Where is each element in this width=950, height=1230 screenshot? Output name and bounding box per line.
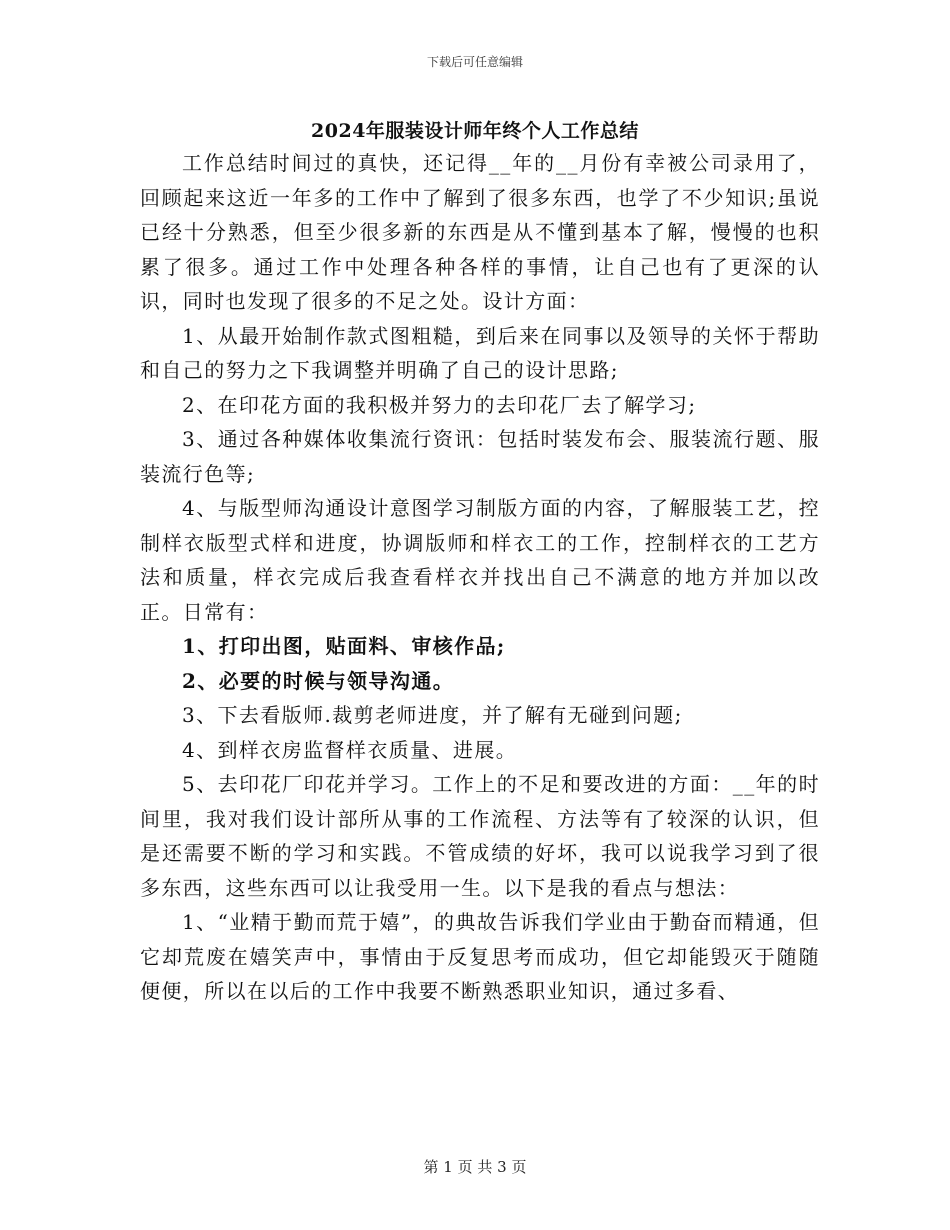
paragraph-intro: 工作总结时间过的真快，还记得__年的__月份有幸被公司录用了，回顾起来这近一年多的工作中了解到了很多东西，也学了不少知识;虽说已经十分熟悉，但至少很多新的东西是从不懂到基本了解，慢慢的也积累了很多。通过工作中处理各种各样的事情，让自己也有了更深的认识，同时也发现了很多的不足之处。设计方面： [140, 151, 820, 313]
paragraph-design-4: 4、与版型师沟通设计意图学习制版方面的内容，了解服装工艺，控制样衣版型式样和进度，协调版师和样衣工的工作，控制样衣的工艺方法和质量，样衣完成后我查看样衣并找出自己不满意的地方并加以改正。日常有： [140, 496, 820, 624]
document-title: 2024年服装设计师年终个人工作总结 [311, 120, 639, 142]
document-body [140, 146, 820, 1009]
paragraph-thought-1: 1、“业精于勤而荒于嬉”，的典故告诉我们学业由于勤奋而精通，但它却荒废在嬉笑声中，事情由于反复思考而成功，但它却能毁灭于随随便便，所以在以后的工作中我要不断熟悉职业知识，通过多看、 [140, 910, 820, 1003]
page-header-note: 下载后可任意编辑 [426, 55, 523, 69]
paragraph-design-3: 3、通过各种媒体收集流行资讯：包括时装发布会、服装流行题、服装流行色等; [140, 427, 820, 486]
paragraph-daily-1: 1、打印出图，贴面料、审核作品; [182, 634, 506, 658]
paragraph-daily-5: 5、去印花厂印花并学习。工作上的不足和要改进的方面：__年的时间里，我对我们设计部所从事的工作流程、方法等有了较深的认识，但是还需要不断的学习和实践。不管成绩的好坏，我可以说我学习到了很多东西，这些东西可以让我受用一生。以下是我的看点与想法： [140, 772, 820, 900]
paragraph-daily-3: 3、下去看版师.裁剪老师进度，并了解有无碰到问题; [182, 703, 683, 727]
paragraph-design-1: 1、从最开始制作款式图粗糙，到后来在同事以及领导的关怀于帮助和自己的努力之下我调整并明确了自己的设计思路; [140, 323, 820, 382]
page-indicator: 第 1 页 共 3 页 [423, 1158, 527, 1176]
paragraph-daily-4: 4、到样衣房监督样衣质量、进展。 [182, 737, 518, 762]
paragraph-daily-2: 2、必要的时候与领导沟通。 [182, 668, 455, 693]
paragraph-design-2: 2、在印花方面的我积极并努力的去印花厂去了解学习; [182, 392, 697, 417]
